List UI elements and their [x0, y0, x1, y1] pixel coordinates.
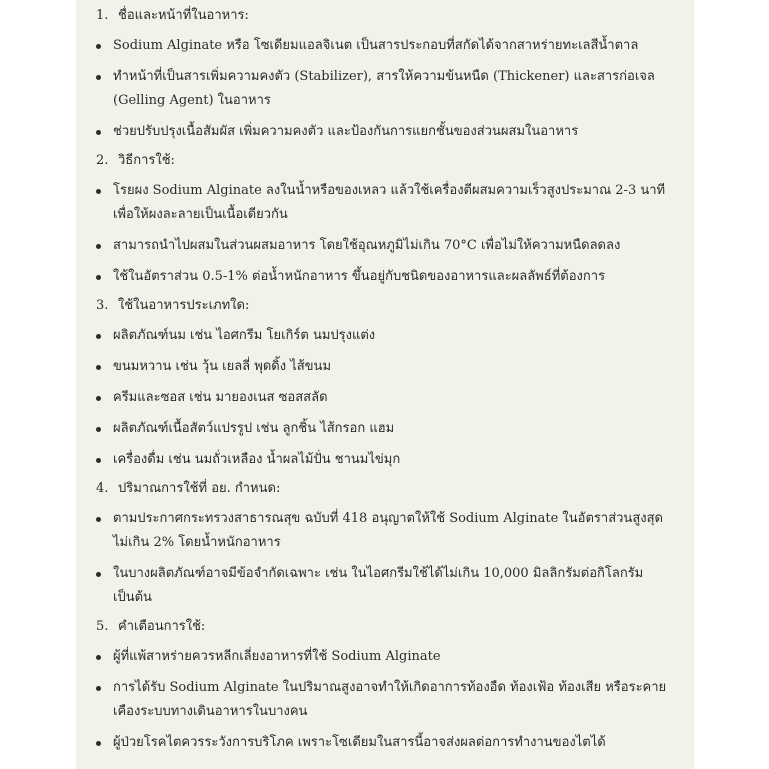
list-item: [76, 448, 694, 472]
list-item: [76, 386, 694, 410]
bullet-list: [76, 34, 694, 144]
list-item: [76, 265, 694, 289]
list-item-text: ผู้ป่วยโรคไตควรระวังการบริโภค เพราะโซเดียมในสารนี้อาจส่งผลต่อการทำงานของไตได้: [113, 735, 606, 750]
list-item-text: ผลิตภัณฑ์นม เช่น ไอศกรีม โยเกิร์ต นมปรุงแต่ง: [113, 328, 376, 343]
list-item-text: ใช้ในอัตราส่วน 0.5-1% ต่อน้ำหนักอาหาร ขึ้นอยู่กับชนิดของอาหารและผลลัพธ์ที่ต้องการ: [113, 269, 606, 284]
list-item: [76, 324, 694, 348]
list-item-text: ขนมหวาน เช่น วุ้น เยลลี่ พุดดิ้ง ไส้ขนม: [113, 359, 332, 374]
list-item-text: ผลิตภัณฑ์เนื้อสัตว์แปรรูป เช่น ลูกชิ้น ไส้กรอก แฮม: [113, 421, 395, 436]
list-item-text: Sodium Alginate หรือ โซเดียมแอลจิเนต เป็นสารประกอบที่สกัดได้จากสาหร่ายทะเลสีน้ำตาล: [113, 38, 639, 53]
section-heading: [76, 151, 694, 171]
list-item-text: โรยผง Sodium Alginate ลงในน้ำหรือของเหลว แล้วใช้เครื่องตีผสมความเร็วสูงประมาณ 2-3 นาที เพื่อให้ผงละลายเป็นเนื้อเดียวกัน: [113, 183, 666, 222]
bullet-icon: [96, 334, 101, 339]
list-item-text: สามารถนำไปผสมในส่วนผสมอาหาร โดยใช้อุณหภูมิไม่เกิน 70°C เพื่อไม่ให้ความหนืดลดลง: [113, 238, 621, 253]
bullet-icon: [96, 458, 101, 463]
list-item-text: การได้รับ Sodium Alginate ในปริมาณสูงอาจทำให้เกิดอาการท้องอืด ท้องเฟ้อ ท้องเสีย หรือระคายเคืองระบบทางเดินอาหารในบางคน: [113, 680, 667, 719]
bullet-icon: [96, 686, 101, 691]
section-number: 5.: [96, 619, 109, 634]
list-item: [76, 234, 694, 258]
section-2: [76, 151, 694, 289]
bullet-icon: [96, 517, 101, 522]
bullet-icon: [96, 275, 101, 280]
section-heading: [76, 296, 694, 316]
section-title: คำเตือนการใช้:: [118, 619, 206, 634]
section-5: [76, 617, 694, 755]
document-panel: [76, 0, 694, 769]
list-item: [76, 179, 694, 227]
section-title: ใช้ในอาหารประเภทใด:: [118, 298, 250, 313]
section-number: 1.: [96, 8, 109, 23]
list-item: [76, 507, 694, 555]
list-item: [76, 645, 694, 669]
bullet-list: [76, 507, 694, 610]
section-number: 4.: [96, 481, 109, 496]
list-item-text: ครีมและซอส เช่น มายองเนส ซอสสลัด: [113, 390, 328, 405]
list-item: [76, 120, 694, 144]
list-item-text: เครื่องดื่ม เช่น นมถั่วเหลือง น้ำผลไม้ปั่น ชานมไข่มุก: [113, 452, 401, 467]
section-heading: [76, 617, 694, 637]
bullet-list: [76, 324, 694, 472]
section-title: วิธีการใช้:: [118, 153, 175, 168]
list-item: [76, 562, 694, 610]
document-content: [76, 6, 694, 762]
list-item-text: ทำหน้าที่เป็นสารเพิ่มความคงตัว (Stabilizer), สารให้ความข้นหนืด (Thickener) และสารก่อเจล (Gelling Agent) ในอาหาร: [113, 69, 655, 108]
section-3: [76, 296, 694, 472]
list-item: [76, 65, 694, 113]
bullet-icon: [96, 365, 101, 370]
bullet-icon: [96, 572, 101, 577]
bullet-icon: [96, 427, 101, 432]
section-title: ปริมาณการใช้ที่ อย. กำหนด:: [118, 481, 281, 496]
section-4: [76, 479, 694, 610]
list-item: [76, 731, 694, 755]
bullet-icon: [96, 655, 101, 660]
bullet-icon: [96, 244, 101, 249]
list-item: [76, 676, 694, 724]
bullet-list: [76, 645, 694, 755]
bullet-icon: [96, 396, 101, 401]
list-item: [76, 417, 694, 441]
section-title: ชื่อและหน้าที่ในอาหาร:: [118, 8, 249, 23]
bullet-icon: [96, 741, 101, 746]
list-item-text: ในบางผลิตภัณฑ์อาจมีข้อจำกัดเฉพาะ เช่น ในไอศกรีมใช้ได้ไม่เกิน 10,000 มิลลิกรัมต่อกิโลกรัม เป็นต้น: [113, 566, 644, 605]
bullet-icon: [96, 130, 101, 135]
list-item: [76, 34, 694, 58]
list-item-text: ตามประกาศกระทรวงสาธารณสุข ฉบับที่ 418 อนุญาตให้ใช้ Sodium Alginate ในอัตราส่วนสูงสุดไม่เกิน 2% โดยน้ำหนักอาหาร: [113, 511, 663, 550]
bullet-icon: [96, 189, 101, 194]
list-item-text: ช่วยปรับปรุงเนื้อสัมผัส เพิ่มความคงตัว และป้องกันการแยกชั้นของส่วนผสมในอาหาร: [113, 124, 579, 139]
section-number: 2.: [96, 153, 109, 168]
list-item: [76, 355, 694, 379]
section-heading: [76, 479, 694, 499]
bullet-icon: [96, 75, 101, 80]
section-1: [76, 6, 694, 144]
section-heading: [76, 6, 694, 26]
bullet-icon: [96, 44, 101, 49]
list-item-text: ผู้ที่แพ้สาหร่ายควรหลีกเลี่ยงอาหารที่ใช้ Sodium Alginate: [113, 649, 441, 664]
bullet-list: [76, 179, 694, 289]
section-number: 3.: [96, 298, 109, 313]
